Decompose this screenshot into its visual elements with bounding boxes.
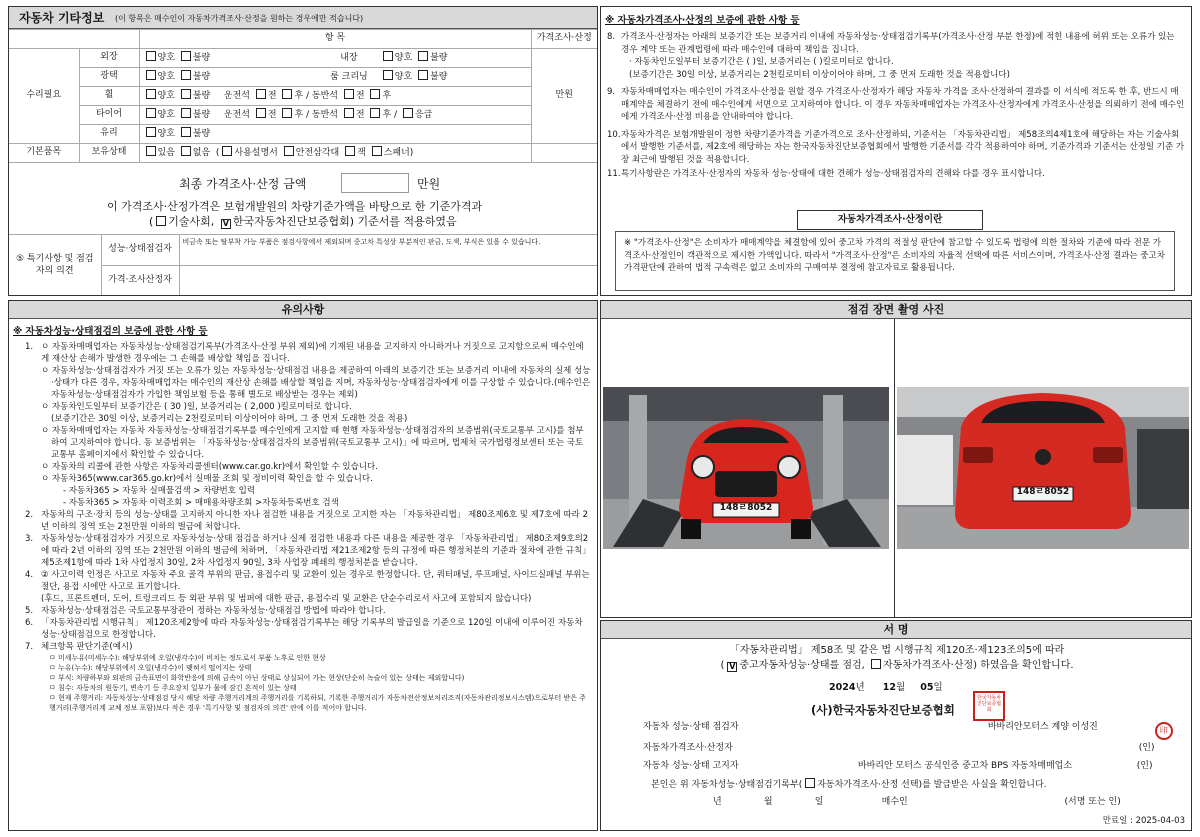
buyer-line: 년 월 일 매수인 (서명 또는 인) <box>713 797 1121 807</box>
law-line: 「자동차관리법」 제58조 및 같은 법 시행규칙 제120조·제123조의5에 따라 <box>729 645 1065 656</box>
price-guarantee-panel <box>600 6 1192 296</box>
signature-panel <box>600 620 1192 831</box>
wheel-driver-front-checkbox[interactable] <box>256 89 266 99</box>
front-plate: 148ㄹ8052 <box>719 503 773 513</box>
standard-line1: 이 가격조사·산정가격은 보험개발원의 차량기준가액을 바탕으로 한 기준가격과 <box>107 200 483 213</box>
special-notes-table <box>9 234 597 296</box>
org-stamp: 한국자동차진단보증협회 <box>973 691 1005 721</box>
front-car-image <box>603 387 889 549</box>
tr-box-title: 자동차가격조사·산정이란 <box>797 210 983 230</box>
bl-item: ㅇ 자동차의 리콜에 관한 사항은 자동차리콜센터(www.car.go.kr)에서 확인할 수 있습니다. <box>41 462 378 472</box>
bl-item: - 자동차365 > 자동차 이력조회 > 매매용차량조회 >자동차등록번호 검색 <box>63 498 339 508</box>
tire-driver-front-checkbox[interactable] <box>256 108 266 118</box>
bl-items <box>19 341 591 713</box>
special-notes-label: ⑤ 특기사항 및 점검자의 의견 <box>9 235 101 297</box>
gloss-bad-checkbox[interactable] <box>181 70 191 80</box>
bl-item: ㅇ 자동차365(www.car365.go.kr)에서 실매물 조회 및 정비이력 확인을 할 수 있습니다. <box>41 474 373 484</box>
notice-line: 본인은 위 자동차성능·상태점검기록부( 자동차가격조사·산정 선택)를 발급받은 사실을 확인합니다. <box>651 780 1047 790</box>
final-price-label: 최종 가격조사·산정 금액 <box>179 177 307 191</box>
bl-item: - 자동차365 > 자동차 실매물검색 > 차량번호 입력 <box>63 486 256 496</box>
bl-section: ※ 자동차성능·상태점검의 보증에 관한 사항 등 <box>13 326 208 337</box>
criteria-item: ㅁ 침수: 자동차의 원동기, 변속기 등 주요장치 일부가 물에 잠긴 흔적이 있는 상태 <box>49 684 297 692</box>
bl-item: 2. 자동차의 구조·장치 등의 성능·상태를 고지하지 아니한 자나 점검한 내용을 거짓으로 고지한 자는 「자동차관리법」 제80조제6호 및 제7호에 따라 2년 이하의 징역 또는 2천만원 이하의 벌금에 처합니다. <box>25 510 588 532</box>
buyer-sign[interactable]: (서명 또는 인) <box>1064 797 1121 807</box>
manual-checkbox[interactable] <box>222 146 232 156</box>
seal-icon: 印 <box>1155 722 1173 740</box>
row-label-tire: 타이어 <box>79 106 139 125</box>
bl-item: 5. 자동차성능·상태점검은 국토교통부장관이 정하는 자동차성능·상태점검 방법에 따라야 합니다. <box>25 606 386 616</box>
tire-driver-rear-checkbox[interactable] <box>282 108 292 118</box>
wheel-driver-rear-checkbox[interactable] <box>282 89 292 99</box>
final-price-input[interactable] <box>341 173 409 193</box>
row-label-room-cleaning: 룸 크리닝 <box>330 72 368 83</box>
exterior-bad-checkbox[interactable] <box>181 51 191 61</box>
criteria-item: ㅁ 부식: 차량하부와 외판의 금속표면이 화학반응에 의해 금속이 아닌 상태로 상실되어 가는 현상(단순히 녹슬어 있는 상태는 제외합니다) <box>49 674 465 682</box>
tr-item: 8. 가격조사·산정자는 아래의 보증기간 또는 보증거리 이내에 자동차성능·상태점검기록부(가격조사·산정 부분 한정)에 적힌 내용에 허위 또는 오류가 있는 경우 계약 또는 관계법령에 따라 매수인에 대하여 책임을 집니다. <box>607 32 1175 55</box>
exterior-good-checkbox[interactable] <box>146 51 156 61</box>
criteria-item: ㅁ 미세누유(미세누수): 해당부위에 오일(냉각수)이 비치는 정도로서 부품 노후로 인한 현상 <box>49 654 326 662</box>
wheel-good-checkbox[interactable] <box>146 89 156 99</box>
basic-status-label: 보유상태 <box>79 144 139 163</box>
repair-table: 항 목 가격조사·산정 수리필요 외장 양호 불량 내장 양호 불량 만원 광택 양호 불량 룸 크리닝 양호 불량 휠 양호 불량 운전석 전 후 / 동반석 전 후 타이어 양호 불량 운전석 전 후 / 동반석 전 후 / 응급 유리 양호 불량 기본품목 보유상태 있음 없음 ( 사용설명서 안전삼각대 잭 스패너) <box>9 29 597 163</box>
appraiser-label: 가격·조사산정자 <box>101 266 179 297</box>
bl-header: 유의사항 <box>9 301 597 319</box>
tire-passenger-front-checkbox[interactable] <box>344 108 354 118</box>
triangle-checkbox[interactable] <box>284 146 294 156</box>
tl-title: 자동차 기타정보 <box>19 11 105 25</box>
group-repair: 수리필요 <box>9 49 79 144</box>
criteria-list <box>19 653 591 713</box>
tr-item: (보증기간은 30일 이상, 보증거리는 2천킬로미터 이상이어야 하며, 그 중 먼저 도래한 것을 적용합니다) <box>629 69 1010 80</box>
notes-panel <box>8 300 598 831</box>
vehicle-other-info-panel <box>8 6 598 296</box>
tr-item: 9. 자동차매매업자는 매수인이 가격조사·산정을 원할 경우 가격조사·산정자가 해당 자동차 가격을 조사·산정하여 결과를 이 서식에 적도록 한 후, 반드시 매매계약을 체결하기 전에 매수인에게 서면으로 고지하여야 합니다. 이 경우 자동차매매업자는 가격조사·산정자에게 가격조사·산정을 의뢰하기 전에 매수인에게 가격조사·산정 비용을 안내하여야 합니다. <box>607 87 1185 122</box>
photo-header: 점검 장면 촬영 사진 <box>601 301 1191 319</box>
row-label-wheel: 휠 <box>79 87 139 106</box>
photo-panel <box>600 300 1192 618</box>
glass-good-checkbox[interactable] <box>146 127 156 137</box>
tr-item: 11.특기사항란은 가격조사·산정자의 자동차 성능·상태에 대한 견해가 성능·상태점검자의 견해와 다를 경우 표시합니다. <box>607 169 1045 179</box>
interior-good-checkbox[interactable] <box>383 51 393 61</box>
standard-line2: ( 기술사회, V 한국자동차진단보증협회) 기준서를 적용하였음 <box>149 215 457 229</box>
tr-box-text: ※ "가격조사·산정"은 소비자가 매매계약을 체결함에 있어 중고차 가격의 적절성 판단에 참고할 수 있도록 법령에 의한 절차와 기준에 따라 전문 가격조사·산정인이 객관적으로 제시한 가액입니다. 따라서 "가격조사·산정"은 소비자의 자율적 선택에 따른 서비스이며, 가격조사·산정 결과는 중고차 가격판단에 관하여 법적 구속력은 없고 소비자의 구매여부 결정에 참고자료로 활용됩니다. <box>624 238 1165 273</box>
tl-subtitle: (이 항목은 매수인이 자동차가격조사·산정을 원하는 경우에만 적습니다) <box>115 14 364 23</box>
tr-item: · 자동차인도일부터 보증기간은 ( )일, 보증거리는 ( )킬로미터로 합니다. <box>629 57 894 67</box>
sign-header: 서 명 <box>601 621 1191 639</box>
bl-item: 3. 자동차성능·상태점검자가 거짓으로 자동차성능·상태 점검을 하거나 실제 점검한 내용과 다른 내용을 제공한 경우 「자동차관리법」 제80조제9호의2에 따라 2년 이하의 징역 또는 2천만원 이하의 벌금에 처하며, 「자동차관리법 제21조제2항 등의 규정에 따른 행정처분의 기준과 절차에 관한 규칙」 제5조제1항에 따라 1차 사업정지 30일, 2차 사업정지 90일, 3차 사업장 폐쇄의 행정처분을 받습니다. <box>25 534 591 568</box>
col-price: 가격조사·산정 <box>531 30 597 49</box>
criteria-item: ㅁ 현재 주행거리: 자동차성능·상태점검 당시 해당 차량 주행거리계의 주행거리를 기록하되, 기록한 주행거리가 자동차전산정보처리조직(자동차관리정보시스템)으로부터 받은 주행거리(주행거리계 교체 정보 포함)보다 적은 경우 '특기사항 및 점검자의 의견' 란에 이를 적어야 합니다. <box>49 694 587 712</box>
price-check-checkbox[interactable] <box>871 659 881 669</box>
jack-checkbox[interactable] <box>345 146 355 156</box>
row-label-glass: 유리 <box>79 125 139 144</box>
tire-emergency-checkbox[interactable] <box>403 108 413 118</box>
final-price-unit: 만원 <box>417 177 441 191</box>
inspector-label: 성능·상태점검자 <box>101 235 179 266</box>
bl-item: 4. ② 사고이력 인정은 사고로 자동차 주요 골격 부위의 판금, 용접수리 및 교환이 있는 경우로 한정합니다. 단, 쿼터패널, 루프패널, 사이드실패널 부위는 절단, 용접 시에만 사고로 표기합니다. <box>25 570 590 592</box>
bl-item: ㅇ 자동차매매업자는 자동차 자동차성능·상태점검기록부를 매수인에게 고지할 때 현행 자동차성능·상태점검자의 보증범위(국토교통부 고시)를 첨부하여 고지하여야 합니다. 동 보증범위는 「자동차성능·상태점검자의 보증범위(국토교통부 고시)」에 따르며, 법제처 국가법령정보센터 또는 국토교통부 홈페이지에서 확인할 수 있습니다. <box>41 426 584 460</box>
bl-item: 7. 체크항목 판단기준(예시) <box>25 642 133 652</box>
appraiser-note[interactable] <box>179 266 597 297</box>
sign-date: 2024년 12월 05일 <box>829 682 943 693</box>
rear-car-image <box>897 387 1189 549</box>
basic-have-checkbox[interactable] <box>146 146 156 156</box>
col-item: 항 목 <box>139 30 531 49</box>
tech-society-checkbox[interactable] <box>156 216 166 226</box>
bl-item: ㅇ 자동차성능·상태점검자가 거짓 또는 오류가 있는 자동차성능·상태점검 내용을 제공하여 아래의 보증기간 또는 보증거리 이내에 자동차의 실제 성능·상태가 다른 경우, 자동차매매업자는 매수인의 재산상 손해를 배상할 책임을 지며, 자동차성능·상태점검자에게 이를 구상할 수 있습니다.(매수인은 자동차성능·상태점검자가 가입한 책임보험 등을 통해 별도로 배상받는 경우는 제외) <box>41 366 591 400</box>
front-car-photo <box>603 387 889 549</box>
notice-price-checkbox[interactable] <box>805 778 815 788</box>
row-label-exterior: 외장 <box>79 49 139 68</box>
tire-passenger-rear-checkbox[interactable] <box>370 108 380 118</box>
price-unit: 만원 <box>531 49 597 144</box>
tr-items <box>607 31 1185 181</box>
bl-item: 1. ㅇ 자동차매매업자는 자동차성능·상태점검기록부(가격조사·산정 부위 제외)에 기재된 내용을 고지하지 아니하거나 거짓으로 고지함으로써 매수인에게 재산상 손해가 발생한 경우에는 그 손해를 배상할 책임을 집니다. <box>25 342 584 364</box>
org-name: (사)한국자동차진단보증협회 <box>811 703 955 717</box>
bl-item: ㅇ 자동차인도일부터 보증기간은 ( 30 )일, 보증거리는 ( 2,000 )킬로미터로 합니다. <box>41 402 352 412</box>
group-basic: 기본품목 <box>9 144 79 163</box>
cleaning-good-checkbox[interactable] <box>383 70 393 80</box>
rear-car-photo <box>897 387 1189 549</box>
wheel-bad-checkbox[interactable] <box>181 89 191 99</box>
criteria-item: ㅁ 누유(누수): 해당부위에서 오일(냉각수)이 맺혀서 떨어지는 상태 <box>49 664 252 672</box>
sign-row: 자동차 성능·상태 고지자 바바리안 모터스 공식인증 중고차 BPS 자동차매매업소 (인) <box>643 761 1153 771</box>
gloss-good-checkbox[interactable] <box>146 70 156 80</box>
bl-item: 6. 「자동차관리법 시행규칙」 제120조제2항에 따라 자동차성능·상태점검기록부는 해당 기록부의 발급일을 기준으로 120일 이내에 이루어진 자동차 성능·상태점검으로 한정합니다. <box>25 618 583 640</box>
bl-item: (보증기간은 30일 이상, 보증거리는 2천킬로미터 이상이어야 하며, 그 중 먼저 도래한 것을 적용) <box>51 414 408 424</box>
expiry-date: 만료일 : 2025-04-03 <box>1102 816 1185 826</box>
wheel-passenger-rear-checkbox[interactable] <box>370 89 380 99</box>
performance-check-checkbox[interactable] <box>727 662 737 672</box>
tire-bad-checkbox[interactable] <box>181 108 191 118</box>
sign-row: 자동차 성능·상태 점검자 바바리안모터스 계양 이성진 印 <box>643 722 1173 740</box>
kadia-checkbox[interactable] <box>221 219 231 229</box>
basic-none-checkbox[interactable] <box>181 146 191 156</box>
glass-bad-checkbox[interactable] <box>181 127 191 137</box>
tr-title: ※ 자동차가격조사·산정의 보증에 관한 사항 등 <box>605 15 800 26</box>
wheel-passenger-front-checkbox[interactable] <box>344 89 354 99</box>
rear-plate: 148ㄹ8052 <box>1016 487 1070 497</box>
tire-good-checkbox[interactable] <box>146 108 156 118</box>
check-line: (V 중고자동차성능·상태를 점검, 자동차가격조사·산정) 하였음을 확인합니다. <box>601 659 1192 673</box>
row-label-gloss: 광택 <box>79 68 139 87</box>
inspector-note: 비금속 또는 탈부착 가능 부품은 점검사항에서 제외되며 중고차 특성상 부분적인 판금, 도색, 부식은 있을 수 있습니다. <box>179 235 597 266</box>
row-label-interior: 내장 <box>340 53 358 64</box>
tr-item: 10.자동차가격은 보험개발원이 정한 차량기준가격을 기준가격으로 조사·산정하되, 기준서는 「자동차관리법」 제58조의4제1호에 해당하는 자는 기술사회에서 발행한 기준서를, 제2호에 해당하는 자는 한국자동차진단보증협회에서 발행한 기준서를 각각 적용하여야 하며, 기준가격과 기준서는 산정일 기준 가장 최근에 발행된 것을 적용합니다. <box>607 129 1185 165</box>
spanner-checkbox[interactable] <box>372 146 382 156</box>
interior-bad-checkbox[interactable] <box>418 51 428 61</box>
bl-item: (후드, 프론트펜더, 도어, 트렁크리드 등 외판 부위 및 범퍼에 대한 판금, 용접수리 및 교환은 단순수리로서 사고에 포함되지 않습니다) <box>41 594 532 604</box>
cleaning-bad-checkbox[interactable] <box>418 70 428 80</box>
tr-box <box>615 231 1175 291</box>
sign-row: 자동차가격조사·산정자 (인) <box>643 743 1155 753</box>
